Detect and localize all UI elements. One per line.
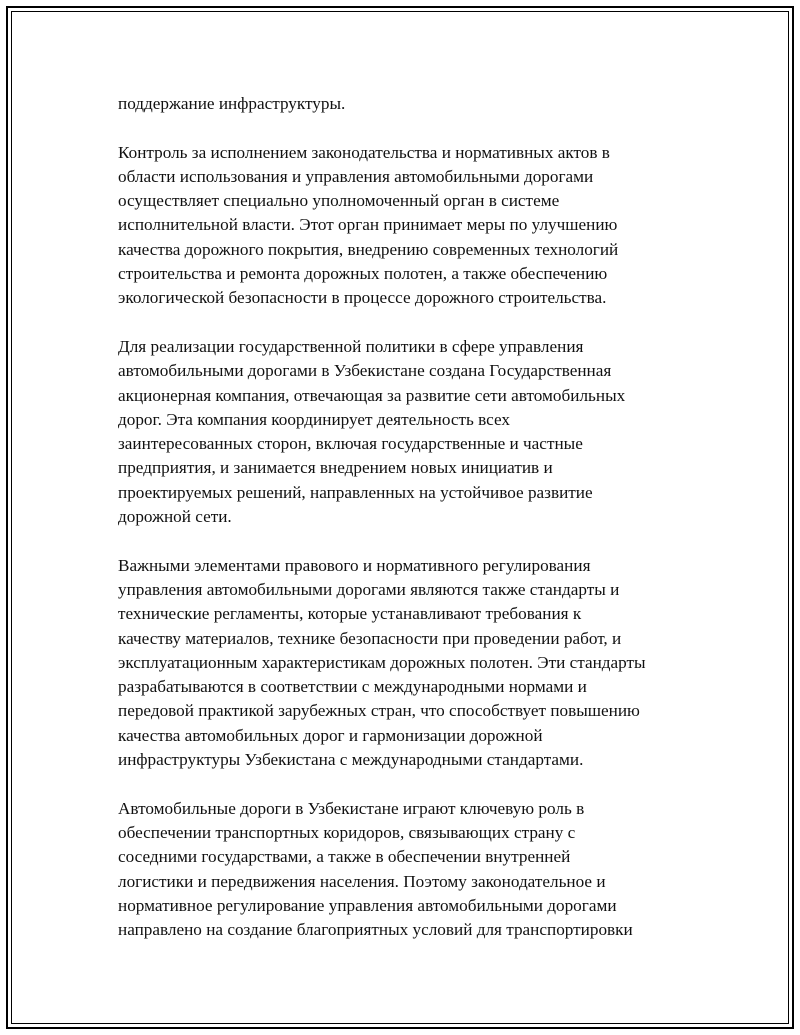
paragraph-3: Для реализации государственной политики в сфере управления автомобильными дорогами в Узбекистане создана Государственная акционерная компания, отвечающая за развитие сети автомобильных дорог. Эта компания координирует деятельность всех заинтересованных сторон, включая государственные и частные предприятия, и занимается внедрением новых инициатив и проектируемых решений, направленных на устойчивое развитие дорожной сети. xyxy=(118,336,626,527)
paragraph-4: Важными элементами правового и нормативного регулирования управления автомобильными дорогами являются также стандарты и технические регламенты, которые устанавливают требования к качеству материалов, технике безопасности при проведении работ, и эксплуатационным характеристикам дорожных полотен. Эти стандарты разрабатываются в соответствии с международными нормами и передовой практикой зарубежных стран, что способствует повышению качества автомобильных дорог и гармонизации дорожной инфраструктуры Узбекистана с международными стандартами. xyxy=(118,555,646,770)
paragraph-5: Автомобильные дороги в Узбекистане играют ключевую роль в обеспечении транспортных коридоров, связывающих страну с соседними государствами, а также в обеспечении внутренней логистики и передвижения населения. Поэтому законодательное и нормативное регулирование управления автомобильными дорогами направлено на создание благоприятных условий для транспортировки xyxy=(118,798,633,940)
paragraph-2: Контроль за исполнением законодательства и нормативных актов в области использования и управления автомобильными дорогами осуществляет специально уполномоченный орган в системе исполнительной власти. Этот орган принимает меры по улучшению качества дорожного покрытия, внедрению современных технологий строительства и ремонта дорожных полотен, а также обеспечению экологической безопасности в процессе дорожного строительства. xyxy=(118,142,619,308)
paragraph-1: поддержание инфраструктуры. xyxy=(118,94,346,113)
document-body xyxy=(118,92,698,967)
